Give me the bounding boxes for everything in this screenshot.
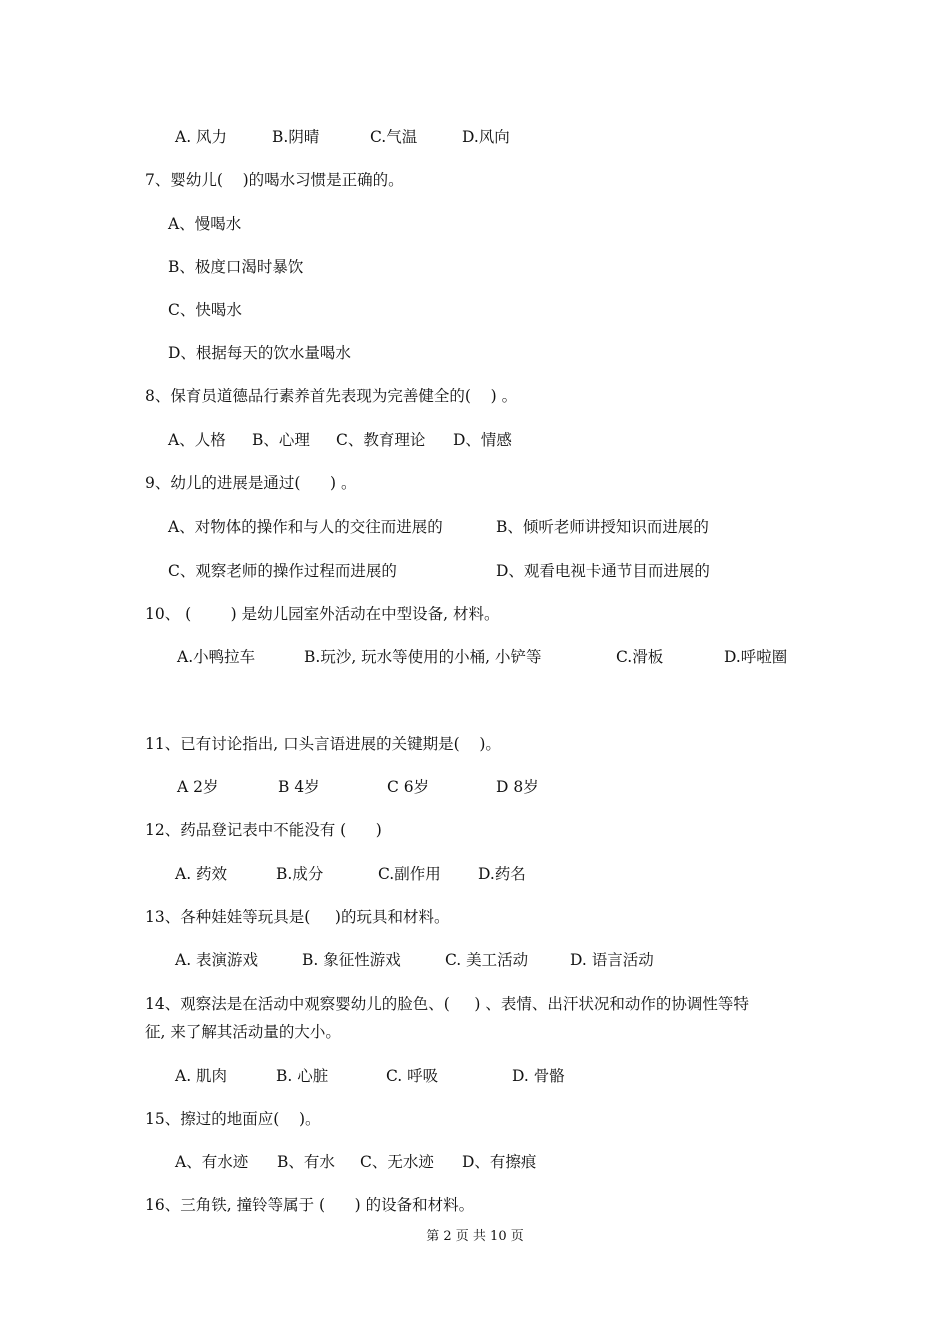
option-10d: D.呼啦圈	[724, 648, 788, 666]
option-12a: A. 药效	[175, 865, 228, 883]
option-6c: C.气温	[370, 128, 418, 146]
option-12b: B.成分	[276, 865, 324, 883]
option-8a: A、人格	[168, 431, 226, 449]
option-11a: A 2岁	[177, 778, 219, 796]
question-8-stem: 8、保育员道德品行素养首先表现为完善健全的( ) 。	[145, 387, 518, 405]
option-14b: B. 心脏	[276, 1067, 329, 1085]
option-8d: D、情感	[453, 431, 512, 449]
question-15-stem: 15、擦过的地面应( )。	[145, 1110, 321, 1128]
page-footer: 第 2 页 共 10 页	[426, 1229, 524, 1244]
option-15d: D、有擦痕	[462, 1153, 537, 1171]
option-14d: D. 骨骼	[512, 1067, 565, 1085]
option-9b: B、倾听老师讲授知识而进展的	[496, 518, 709, 536]
question-14-stem-continued: 征, 来了解其活动量的大小。	[145, 1023, 341, 1041]
option-10b: B.玩沙, 玩水等使用的小桶, 小铲等	[304, 648, 542, 666]
option-11b: B 4岁	[278, 778, 320, 796]
question-7-stem: 7、婴幼儿( )的喝水习惯是正确的。	[145, 171, 404, 189]
option-13b: B. 象征性游戏	[302, 951, 401, 969]
option-6d: D.风向	[462, 128, 510, 146]
option-7a: A、慢喝水	[168, 215, 242, 233]
question-11-stem: 11、已有讨论指出, 口头言语进展的关键期是( )。	[145, 735, 501, 753]
question-14-stem: 14、观察法是在活动中观察婴幼儿的脸色、( ) 、表情、出汗状况和动作的协调性等特	[145, 995, 749, 1013]
option-13c: C. 美工活动	[445, 951, 529, 969]
option-11c: C 6岁	[387, 778, 430, 796]
option-15c: C、无水迹	[360, 1153, 434, 1171]
option-9d: D、观看电视卡通节目而进展的	[496, 562, 710, 580]
option-7c: C、快喝水	[168, 301, 242, 319]
option-11d: D 8岁	[496, 778, 539, 796]
option-14c: C. 呼吸	[386, 1067, 439, 1085]
question-9-stem: 9、幼儿的进展是通过( ) 。	[145, 474, 357, 492]
question-12-stem: 12、药品登记表中不能没有 ( )	[145, 821, 382, 839]
option-14a: A. 肌肉	[175, 1067, 228, 1085]
option-9c: C、观察老师的操作过程而进展的	[168, 562, 397, 580]
option-8c: C、教育理论	[336, 431, 426, 449]
option-7b: B、极度口渴时暴饮	[168, 258, 304, 276]
option-8b: B、心理	[252, 431, 310, 449]
option-6b: B.阴晴	[272, 128, 320, 146]
option-15b: B、有水	[277, 1153, 335, 1171]
option-15a: A、有水迹	[175, 1153, 249, 1171]
question-16-stem: 16、三角铁, 撞铃等属于 ( ) 的设备和材料。	[145, 1196, 475, 1214]
option-13a: A. 表演游戏	[175, 951, 259, 969]
option-10c: C.滑板	[616, 648, 664, 666]
question-10-stem: 10、 ( ) 是幼儿园室外活动在中型设备, 材料。	[145, 605, 500, 623]
option-9a: A、对物体的操作和与人的交往而进展的	[168, 518, 443, 536]
option-12c: C.副作用	[378, 865, 441, 883]
option-7d: D、根据每天的饮水量喝水	[168, 344, 351, 362]
option-6a: A. 风力	[175, 128, 228, 146]
option-10a: A.小鸭拉车	[177, 648, 256, 666]
question-13-stem: 13、各种娃娃等玩具是( )的玩具和材料。	[145, 908, 450, 926]
option-13d: D. 语言活动	[570, 951, 654, 969]
option-12d: D.药名	[478, 865, 526, 883]
